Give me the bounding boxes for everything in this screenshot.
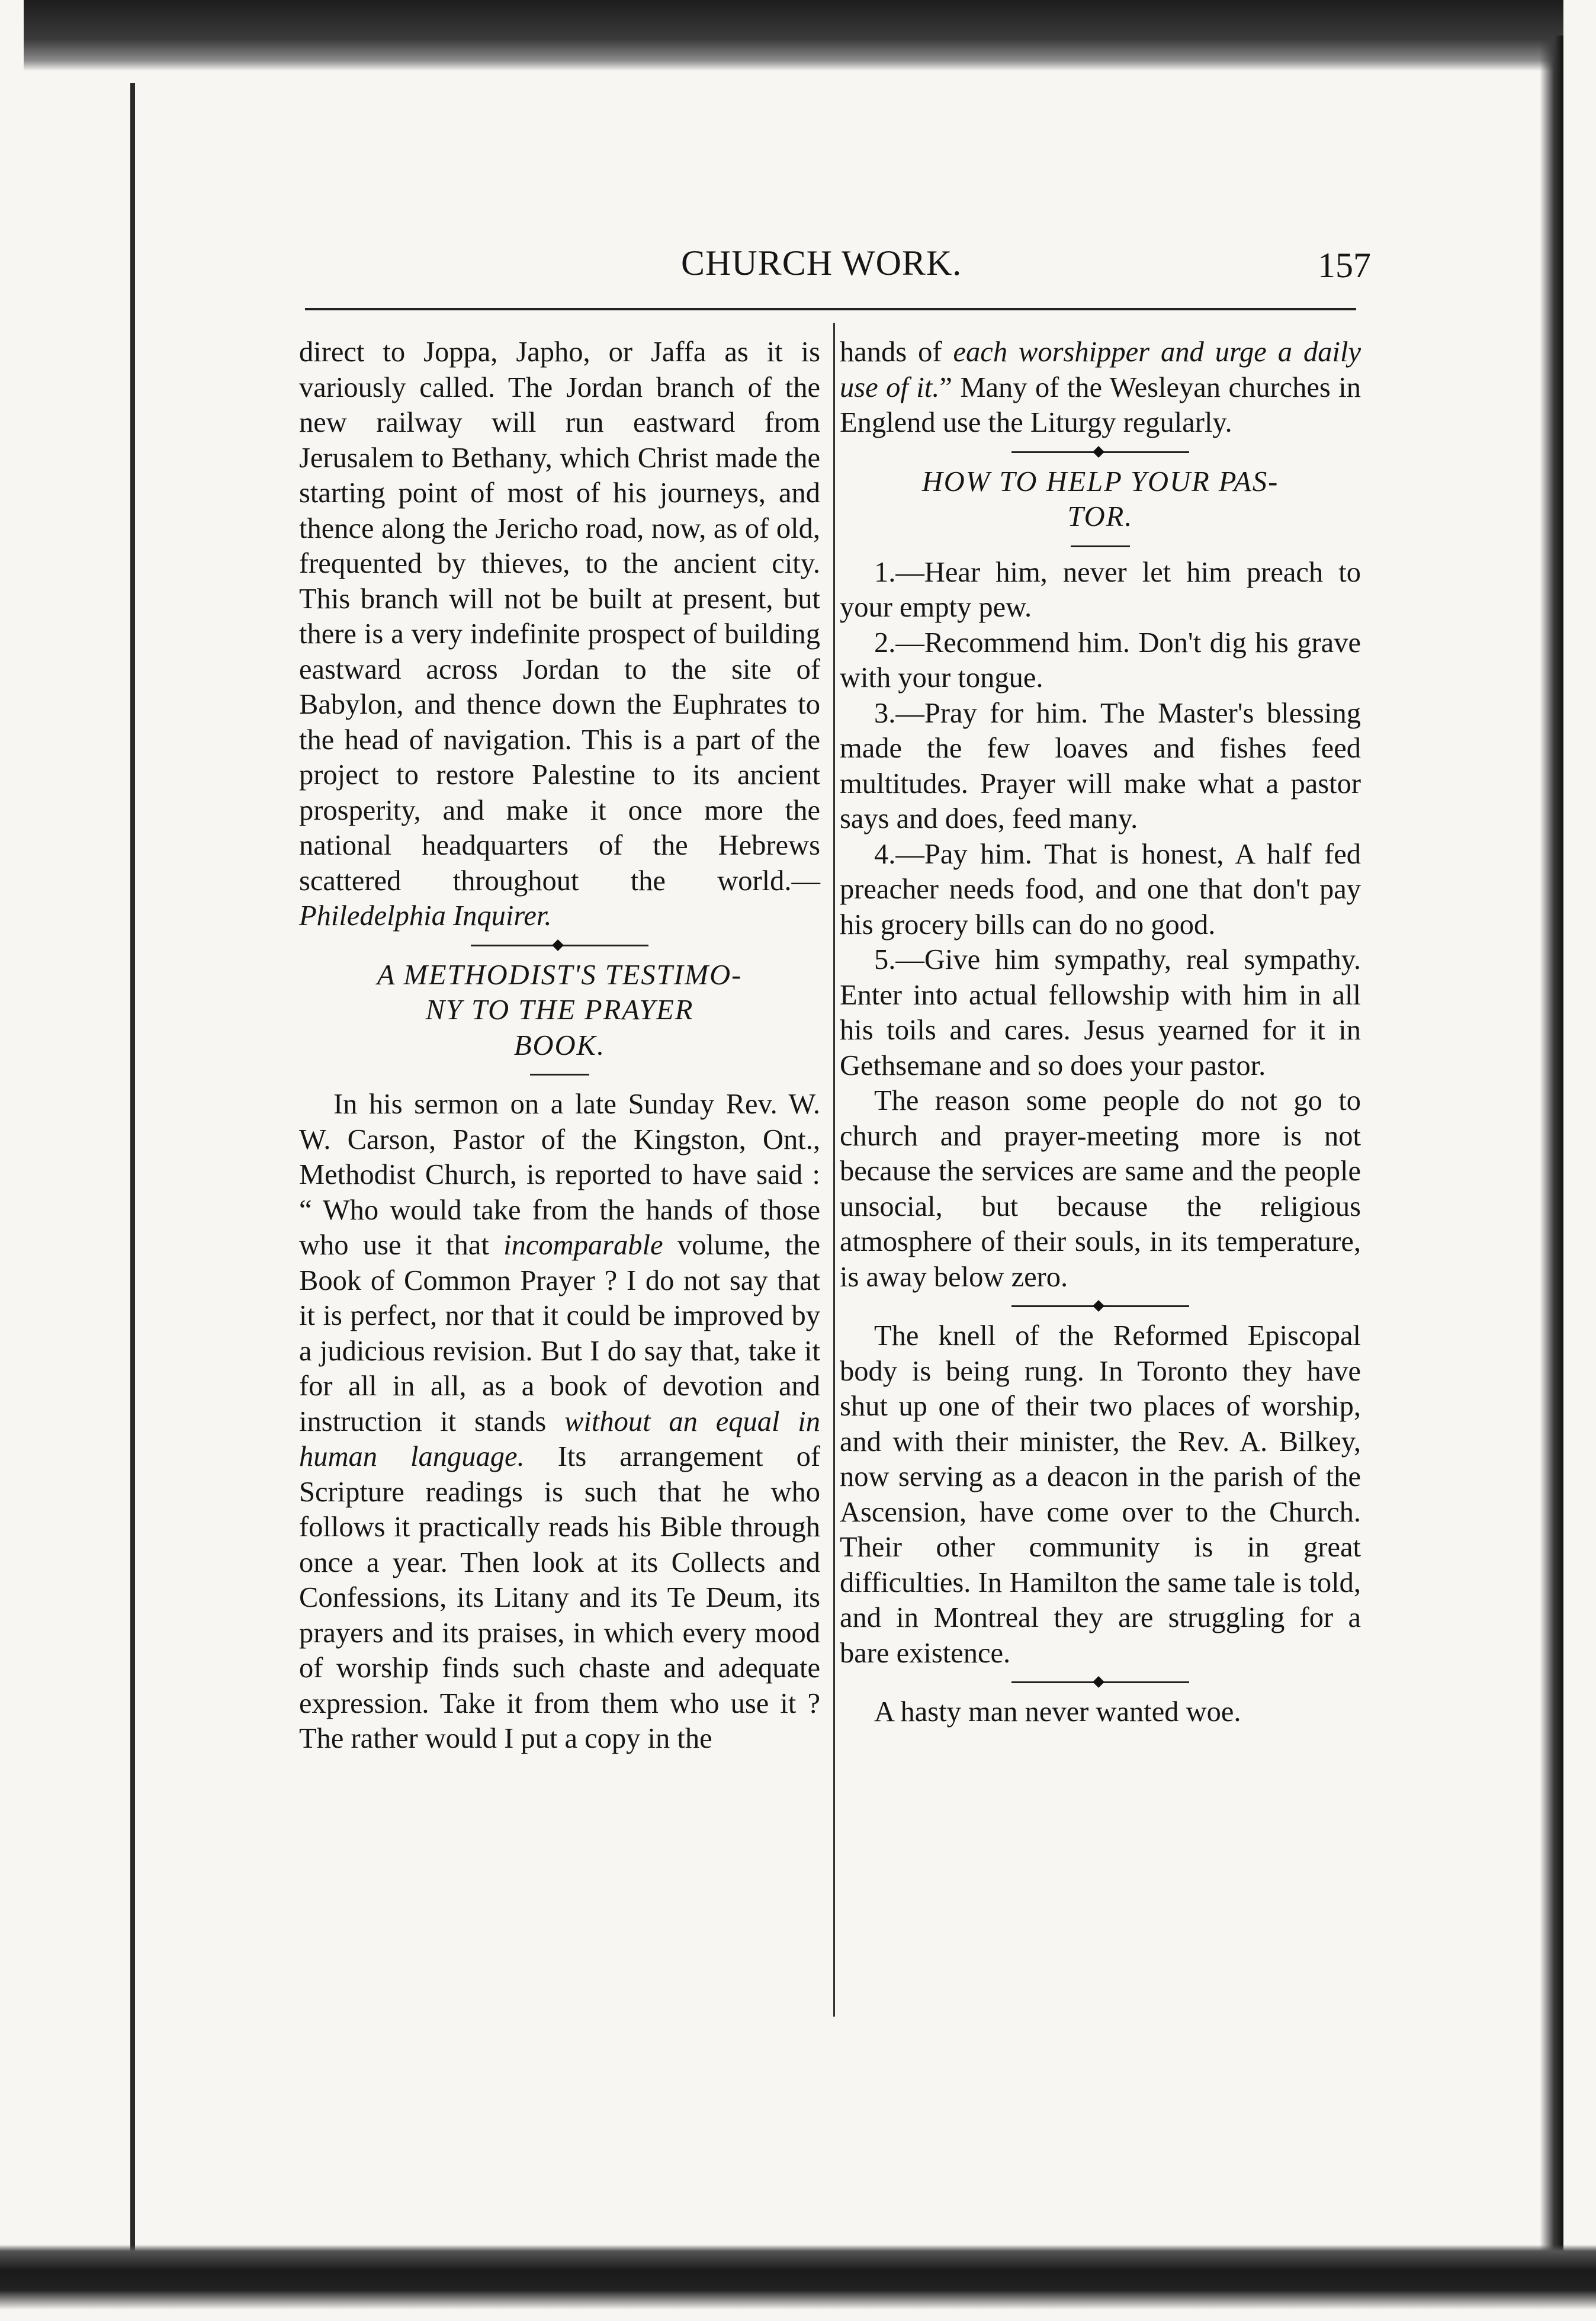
running-title: CHURCH WORK. [681, 243, 962, 282]
scan-top-border [24, 0, 1563, 71]
continuation-text: ” Many of the Wesleyan churches in Englend use the Liturgy regularly. [840, 371, 1361, 438]
header-rule [305, 308, 1356, 310]
emphasis-text: each worshipper and urge a daily use of it. [840, 336, 1361, 403]
article-railway-text [299, 335, 820, 934]
article-heading-methodist [299, 958, 820, 1064]
scan-bottom-border [0, 2245, 1596, 2310]
heading-line: A METHODIST'S TESTIMO- [377, 959, 743, 991]
heading-line: NY TO THE PRAYER [425, 994, 694, 1026]
article-methodist-text [299, 1087, 820, 1757]
running-head [0, 243, 1596, 290]
article-methodist-body: volume, the Book of Common Prayer ? I do not say that it is perfect, nor that it could be improved by a judicious revision. But I do say that, take it for all in all, as a book of devotion and instruction it stands [299, 1229, 820, 1437]
pastor-item: 2.—Recommend him. Don't dig his grave with your tongue. [840, 627, 1361, 694]
right-column [840, 335, 1361, 1730]
article-railway-body: direct to Joppa, Japho, or Jaffa as it is variously called. The Jordan branch of the new railway will run eastward from Jerusalem to Bethany, which Christ made the starting point of most of his journeys, and thence along the Jericho road, now, as of old, frequented by thieves, to the ancient city. This branch will not be built at present, but there is a very indefinite prospect of building eastward across Jordan to the site of Babylon, and thence down the Euphrates to the head of navigation. This is a part of the project to restore Palestine to its ancient prosperity, and make it once more the national headquarters of the Hebrews scattered throughout the world.— [299, 336, 820, 897]
article-methodist-continuation [840, 335, 1361, 441]
emphasis-text: incomparable [503, 1229, 663, 1261]
heading-line: TOR. [1067, 501, 1133, 532]
continuation-text: hands of [840, 336, 953, 368]
scan-left-edge [130, 83, 135, 2262]
article-reformed-episcopal: The knell of the Reformed Episcopal body is being rung. In Toronto they have shut up one of their two places of worship, and with their minister, the Rev. A. Bilkey, now serving as a deacon in the parish of the Ascension, have come over to the Church. Their other community is in great difficulties. In Hamilton the same tale is told, and in Montreal they are struggling for a bare existence. [840, 1320, 1361, 1669]
section-ornament-diamond [299, 934, 820, 958]
article-heading-pastor [840, 464, 1361, 535]
pastor-closing-paragraph: The reason some people do not go to church and prayer-meeting more is not because the services are same and the people unsocial, but because the religious atmosphere of their souls, in its temperature, is away below zero. [840, 1085, 1361, 1293]
section-ornament-diamond [840, 1671, 1361, 1694]
pastor-item: 3.—Pray for him. The Master's blessing made the few loaves and fishes feed multitudes. Prayer will make what a pastor says and does, feed many. [840, 697, 1361, 834]
section-ornament-dash [840, 535, 1361, 555]
pastor-item: 5.—Give him sympathy, real sympathy. Enter into actual fellowship with him in all his toils and cares. Jesus yearned for it in Gethsemane and so does your pastor. [840, 944, 1361, 1081]
emphasis-text: without an equal in human language. [299, 1405, 821, 1472]
page-number: 157 [1318, 246, 1371, 285]
heading-line: BOOK. [513, 1029, 606, 1061]
section-ornament-diamond [840, 441, 1361, 464]
proverb: A hasty man never wanted woe. [874, 1696, 1241, 1728]
article-methodist-body: Its arrangement of Scripture readings is such that he who follows it practically reads his Bible through once a year. Then look at its Collects and Confessions, its Litany and its Te Deum, its prayers and its praises, in which every mood of worship finds such chaste and adequate expression. Take it from them who use it ? The rather would I put a copy in the [299, 1441, 820, 1754]
pastor-item: 4.—Pay him. That is honest, A half fed preacher needs food, and one that don't pay his grocery bills can do no good. [840, 838, 1361, 940]
article-railway-source: Philedelphia Inquirer. [299, 900, 552, 932]
scan-right-edge [1540, 36, 1563, 2262]
section-ornament-diamond [840, 1295, 1361, 1318]
left-column [299, 335, 820, 1757]
heading-line: HOW TO HELP YOUR PAS- [921, 466, 1279, 497]
article-methodist-body: In his sermon on a late Sunday Rev. W. W. Carson, Pastor of the Kingston, Ont., Methodist Church, is reported to have said : “ Who would take from the hands of those who use it that [299, 1089, 820, 1261]
column-divider [833, 323, 835, 2017]
section-ornament-dash [299, 1063, 820, 1087]
pastor-item: 1.—Hear him, never let him preach to your empty pew. [840, 556, 1361, 623]
